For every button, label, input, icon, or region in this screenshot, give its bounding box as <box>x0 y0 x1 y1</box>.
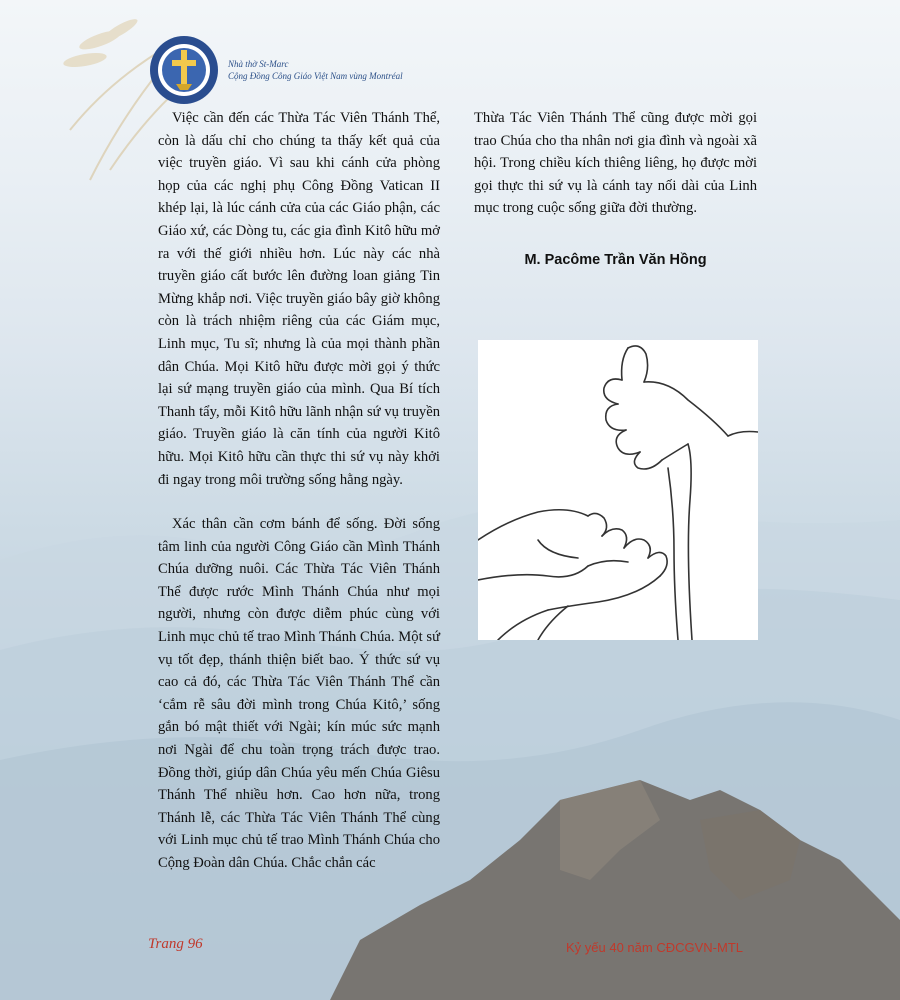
article-paragraph: Thừa Tác Viên Thánh Thể cũng được mời gọi trao Chúa cho tha nhân nơi gia đình và ngoài xã hội. Trong chiều kích thiêng liêng, họ được mời gọi thực thi sứ vụ là cánh tay nối dài của Linh mục trong cuộc sống giữa đời thường. <box>474 110 757 217</box>
header-church-name: Nhà thờ St-Marc <box>228 59 289 69</box>
article-paragraph: Xác thân cần cơm bánh để sống. Đời sống tâm linh của người Công Giáo cần Mình Thánh Chúa dưỡng nuôi. Các Thừa Tác Viên Thánh Thể được rước Mình Thánh Chúa như mọi người, nhưng còn được diễm phúc cùng với Linh mục chủ tế trao Mình Thánh Chúa. Một sứ vụ tốt đẹp, thánh thiện biết bao. Ý thức sứ vụ cao cả đó, các Thừa Tác Viên Thánh Thể cần ‘cắm rễ sâu đời mình trong Chúa Kitô,’ sống gắn bó mật thiết với Ngài; kín múc sức mạnh nơi Ngài để chu toàn trọng trách được trao. Đồng thời, giúp dân Chúa yêu mến Chúa Giêsu Thánh Thể nhiều hơn. Cao hơn nữa, trong Thánh lễ, các Thừa Tác Viên Thánh Thể cùng với Linh mục chủ tế trao Mình Thánh Chúa cho Cộng Đoàn dân Chúa. Chắc chắn các <box>158 516 440 871</box>
article-paragraph: Việc cần đến các Thừa Tác Viên Thánh Thể, còn là dấu chỉ cho chúng ta thấy kết quả của việc truyền giáo. Vì sau khi cánh cửa phòng họp của các nghị phụ Công Đồng Vatican II khép lại, là lúc cánh cửa của các Giáo phận, các Giáo xứ, các Dòng tu, các gia đình Kitô hữu mở ra với thế giới nhiều hơn. Lúc này các nhà truyền giáo cất bước lên đường loan giảng Tin Mừng khắp nơi. Việc truyền giáo bây giờ không còn là trách nhiệm riêng của các Giám mục, Linh mục, Tu sĩ; nhưng là của mọi thành phần dân Chúa. Mọi Kitô hữu được mời gọi ý thức lại sứ mạng truyền giáo của mình. Qua Bí tích Thanh tẩy, mỗi Kitô hữu lãnh nhận sứ vụ truyền giáo. Truyền giáo là căn tính của người Kitô hữu. Mọi Kitô hữu cần thực thi sứ vụ này khởi đi ngay trong môi trường sống hằng ngày. <box>158 110 440 488</box>
publication-title: Kỷ yếu 40 năm CĐCGVN-MTL <box>566 940 743 955</box>
page-header <box>228 58 528 82</box>
page-number: Trang 96 <box>148 936 203 952</box>
article-right-column <box>474 107 757 220</box>
church-emblem-icon <box>148 34 220 106</box>
article-author: M. Pacôme Trần Văn Hồng <box>524 252 707 268</box>
header-community-name: Cộng Đồng Công Giáo Việt Nam vùng Montréal <box>228 71 403 81</box>
article-left-column <box>158 107 440 875</box>
hands-receiving-communion-icon <box>478 340 758 640</box>
